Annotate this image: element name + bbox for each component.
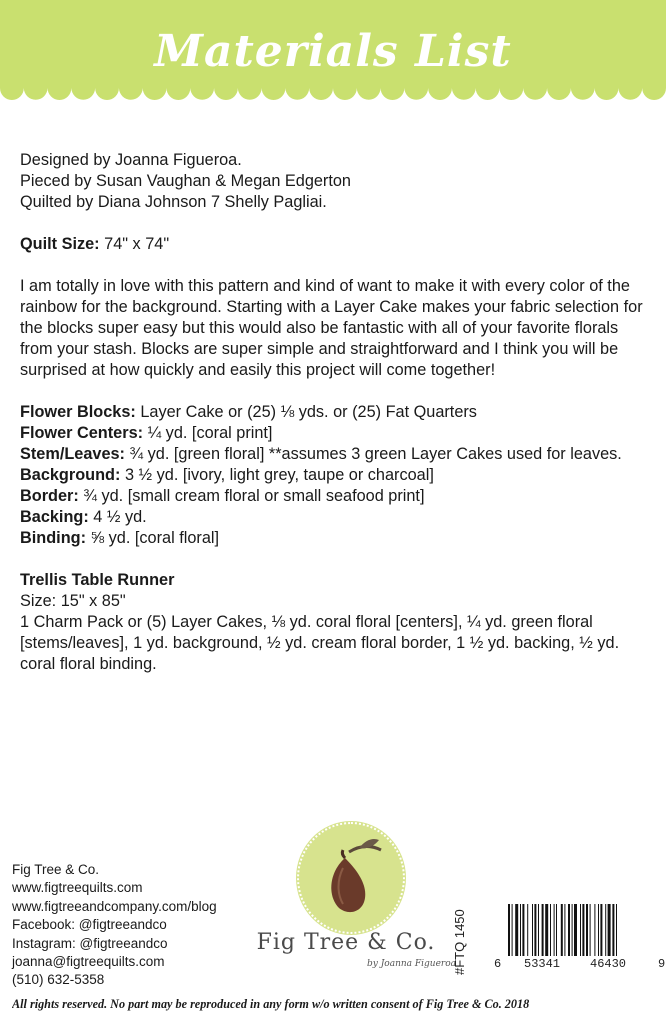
- barcode-group-1: 53341: [524, 957, 561, 971]
- brand-name: Fig Tree & Co.: [256, 930, 436, 955]
- material-value: ¾ yd. [green floral] **assumes 3 green Layer Cakes used for leaves.: [129, 445, 622, 463]
- runner-size: Size: 15" x 85": [20, 592, 126, 610]
- intro-paragraph: I am totally in love with this pattern and kind of want to make it with every color of the rainbow for the background. Starting with a Layer Cake makes your fabric selection for the blocks super easy but this would also be fantastic with all of your favorite florals from your stash. Blocks are super simple and straightforward and I think you will be surprised at how quickly and easily this project will come together!: [20, 277, 643, 379]
- product-sku: #FTQ 1450: [452, 909, 467, 975]
- barcode-bar: [608, 904, 611, 956]
- logo-oval: [297, 822, 405, 934]
- barcode-bar: [534, 904, 536, 956]
- barcode-bar: [612, 904, 614, 956]
- brand-logo: [230, 822, 462, 970]
- barcode-bar: [616, 904, 617, 956]
- material-value: ¾ yd. [small cream floral or small seafood print]: [83, 487, 425, 505]
- blog-link[interactable]: www.figtreeandcompany.com/blog: [12, 898, 217, 914]
- barcode-bar: [561, 904, 563, 956]
- barcode-bar: [527, 904, 528, 956]
- materials-content: [20, 150, 650, 675]
- instagram-handle: Instagram: @figtreeandco: [12, 935, 168, 951]
- website-link[interactable]: www.figtreequilts.com: [12, 880, 143, 896]
- barcode-bar: [515, 904, 518, 956]
- material-item: [20, 444, 650, 465]
- company-name: Fig Tree & Co.: [12, 862, 100, 877]
- quilt-size-value: 74" x 74": [104, 235, 170, 253]
- material-label: Border:: [20, 487, 79, 505]
- barcode-bar: [586, 904, 588, 956]
- material-label: Binding:: [20, 529, 87, 547]
- phone-number: (510) 632-5358: [12, 972, 105, 988]
- copyright-notice: All rights reserved. No part may be reproduced in any form w/o written consent of Fig Tree & Co. 2018: [12, 997, 530, 1011]
- barcode-bar: [508, 904, 510, 956]
- barcode-bar: [582, 904, 584, 956]
- barcode-bar: [590, 904, 591, 956]
- material-item: [20, 507, 650, 528]
- barcode-bar: [532, 904, 533, 956]
- barcode-bar: [572, 904, 573, 956]
- material-item: [20, 423, 650, 444]
- barcode-bar: [556, 904, 557, 956]
- material-item: [20, 486, 650, 507]
- material-value: 3 ½ yd. [ivory, light grey, taupe or charcoal]: [124, 466, 434, 484]
- contact-block: [12, 861, 217, 990]
- barcode-bar: [554, 904, 555, 956]
- material-value: ¼ yd. [coral print]: [147, 424, 273, 442]
- credit-line: Pieced by Susan Vaughan & Megan Edgerton: [20, 172, 351, 190]
- runner-description: 1 Charm Pack or (5) Layer Cakes, ⅛ yd. coral floral [centers], ¼ yd. green floral [stems/leaves], 1 yd. background, ½ yd. cream floral border, 1 ½ yd. backing, ½ yd. coral floral binding.: [20, 613, 620, 673]
- barcode-bar: [545, 904, 548, 956]
- barcode-bar: [520, 904, 521, 956]
- credit-line: Designed by Joanna Figueroa.: [20, 151, 242, 169]
- barcode-bar: [512, 904, 513, 956]
- facebook-handle: Facebook: @figtreeandco: [12, 917, 167, 933]
- barcode-left-digit: 6: [494, 957, 502, 971]
- page-title: Materials List: [154, 26, 512, 77]
- runner-title: Trellis Table Runner: [20, 571, 175, 589]
- barcode-bar: [538, 904, 539, 956]
- material-item: [20, 465, 650, 486]
- barcode-group-2: 46430: [590, 957, 627, 971]
- material-value: ⅝ yd. [coral floral]: [90, 529, 220, 547]
- material-label: Flower Centers:: [20, 424, 144, 442]
- barcode-bar: [574, 904, 577, 956]
- quilt-size: [20, 234, 650, 255]
- brand-tagline: by Joanna Figueroa: [366, 959, 456, 969]
- material-label: Stem/Leaves:: [20, 445, 125, 463]
- material-item: [20, 402, 650, 423]
- barcode-bar: [542, 904, 544, 956]
- credit-line: Quilted by Diana Johnson 7 Shelly Pagliai.: [20, 193, 327, 211]
- barcode-bar: [522, 904, 524, 956]
- barcode-bar: [605, 904, 606, 956]
- barcode-bar: [564, 904, 565, 956]
- barcode-right-digit: 9: [658, 957, 666, 971]
- barcode-bar: [580, 904, 581, 956]
- material-value: Layer Cake or (25) ⅛ yds. or (25) Fat Quarters: [140, 403, 477, 421]
- fig-icon: [299, 824, 403, 932]
- quilt-size-label: Quilt Size:: [20, 235, 100, 253]
- email-link[interactable]: joanna@figtreequilts.com: [12, 954, 165, 970]
- header-banner: [0, 0, 666, 112]
- material-label: Flower Blocks:: [20, 403, 136, 421]
- material-label: Background:: [20, 466, 121, 484]
- barcode-bar: [568, 904, 570, 956]
- barcode-icon: [508, 904, 654, 956]
- barcode-bar: [550, 904, 551, 956]
- barcode-bar: [598, 904, 599, 956]
- barcode-bar: [594, 904, 595, 956]
- material-label: Backing:: [20, 508, 89, 526]
- barcode-bar: [600, 904, 602, 956]
- material-value: 4 ½ yd.: [93, 508, 147, 526]
- material-item: [20, 528, 650, 549]
